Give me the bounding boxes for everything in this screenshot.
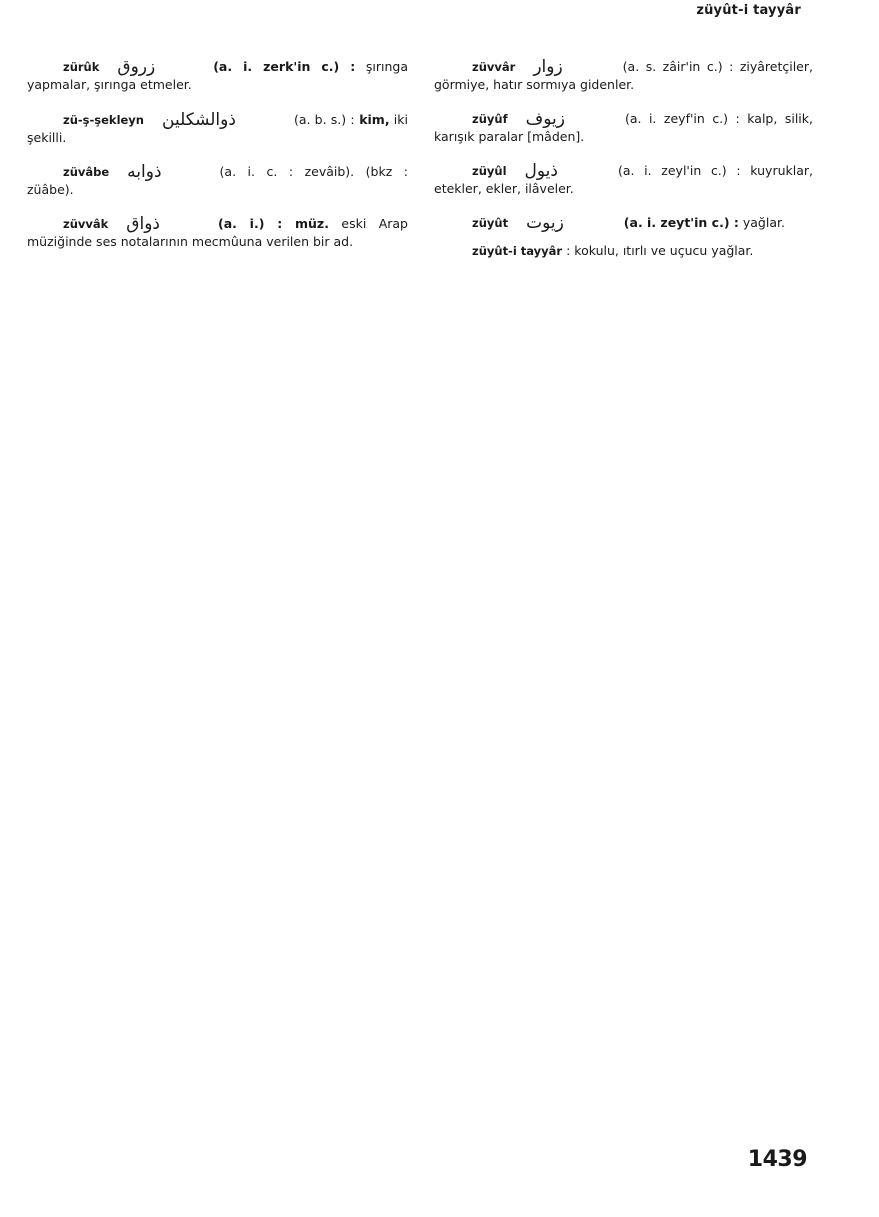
dictionary-entry (27, 58, 408, 94)
entry-grammar: (a. i. zerk'in c.) : (213, 59, 356, 74)
entry-arabic: زيوت (526, 213, 564, 233)
dictionary-entry (434, 110, 813, 146)
left-column (27, 58, 408, 267)
dictionary-entry (434, 214, 813, 232)
entry-arabic: ذوالشكلين (162, 110, 236, 130)
entry-definition: ziyâretçiler, görmiye, hatır sormıya gidenler. (434, 59, 813, 92)
entry-grammar: (a. s. zâir'in c.) : (622, 59, 734, 74)
dictionary-entry (27, 215, 408, 251)
sub-entry (434, 242, 813, 260)
entry-arabic: زوار (533, 57, 563, 77)
entry-grammar: (a. b. s.) : (293, 112, 355, 127)
entry-arabic: ذواق (126, 214, 160, 234)
entry-grammar: (a. i. zeyt'in c.) : (623, 215, 739, 230)
dictionary-entry (27, 163, 408, 199)
entry-definition: yağlar. (738, 215, 785, 230)
entry-headword: zürûk (63, 60, 100, 74)
entry-definition: eski Arap müziğinde ses notalarının mecmûuna verilen bir ad. (27, 216, 408, 249)
dictionary-entry (27, 111, 408, 147)
sub-entry-definition: : kokulu, ıtırlı ve uçucu yağlar. (566, 243, 754, 258)
page-number: 1439 (747, 1147, 807, 1172)
entry-definition: (bkz : züâbe). (27, 164, 408, 197)
entry-definition: kalp, silik, karışık paralar [mâden]. (434, 111, 813, 144)
entry-headword: züyûl (472, 164, 507, 178)
entry-definition-bold: müz. (282, 216, 329, 231)
running-head: züyût-i tayyâr (696, 3, 801, 18)
entry-headword: züyût (472, 216, 509, 230)
entry-definition: kuyruklar, etekler, ekler, ilâveler. (434, 163, 813, 196)
entry-headword: zü-ş-şekleyn (63, 113, 144, 127)
entry-arabic: زروق (117, 57, 156, 77)
entry-grammar: (a. i. c. : zevâib). (219, 164, 355, 179)
entry-headword: züvvâr (472, 60, 516, 74)
dictionary-entry (434, 162, 813, 198)
entry-arabic: زيوف (525, 109, 565, 129)
right-column (434, 58, 813, 276)
entry-grammar: (a. i.) : (217, 216, 283, 231)
dictionary-entry (434, 58, 813, 94)
sub-entry-headword: züyût-i tayyâr (472, 244, 563, 258)
entry-grammar: (a. i. zeyl'in c.) : (617, 163, 741, 178)
entry-definition: şırınga yapmalar, şırınga etmeler. (27, 59, 409, 92)
entry-arabic: ذيول (524, 161, 558, 181)
entry-headword: züvâbe (63, 165, 110, 179)
entry-arabic: ذوابه (127, 162, 162, 182)
entry-definition-bold: kim, (354, 112, 390, 127)
entry-grammar: (a. i. zeyf'in c.) : (624, 111, 740, 126)
entry-headword: züyûf (472, 112, 508, 126)
entry-headword: züvvâk (63, 217, 109, 231)
entry-definition: iki şekilli. (27, 112, 408, 145)
